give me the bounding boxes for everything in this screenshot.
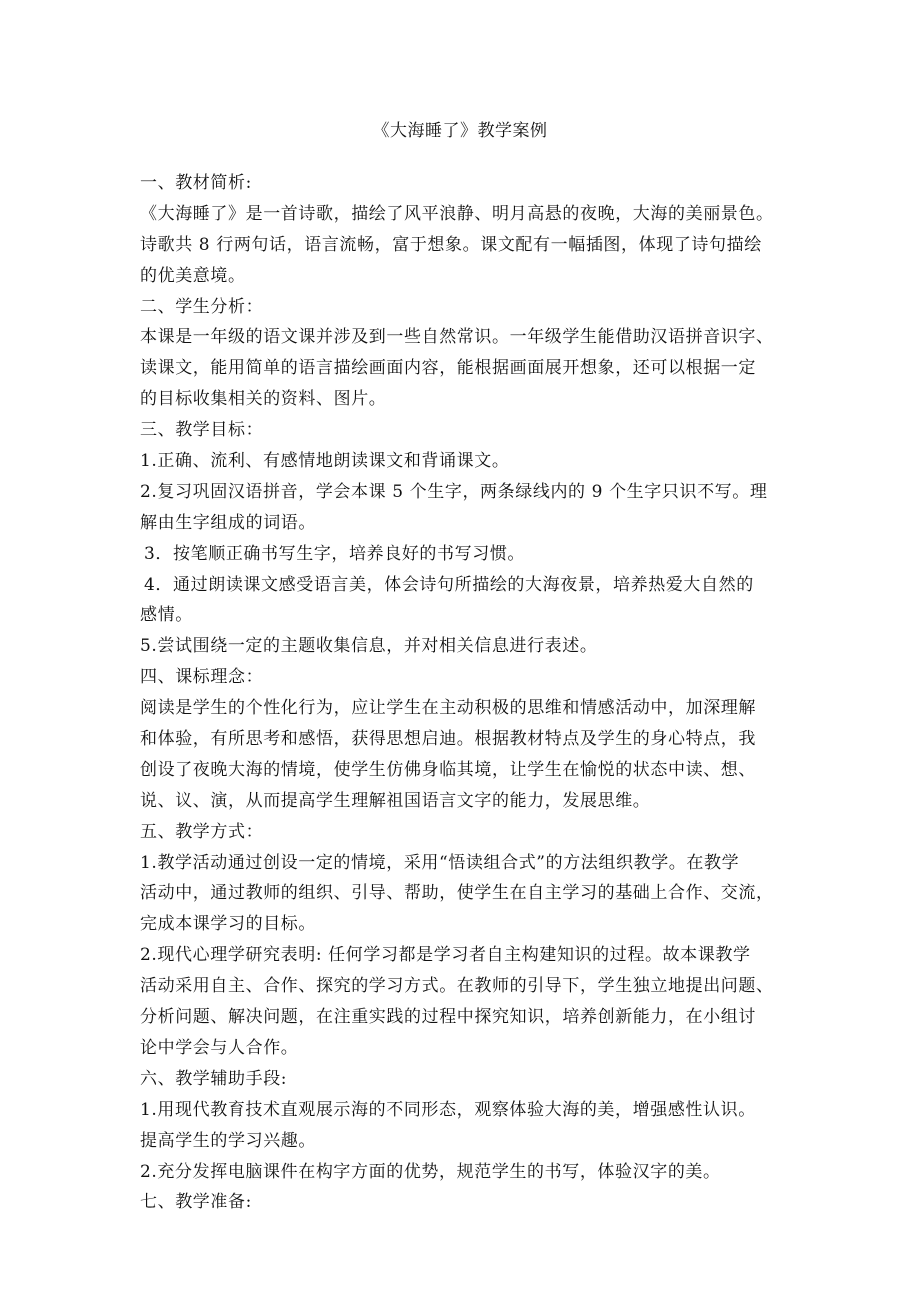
list-item: 1.用现代教育技术直观展示海的不同形态，观察体验大海的美，增强感性认识。 (140, 1099, 756, 1120)
paragraph-line: 说、议、演，从而提高学生理解祖国语言文字的能力，发展思维。 (140, 790, 651, 811)
list-item: 1.教学活动通过创设一定的情境，采用“悟读组合式”的方法组织教学。在教学 (140, 852, 740, 873)
list-item: 4．通过朗读课文感受语言美，体会诗句所描绘的大海夜景，培养热爱大自然的 (144, 574, 754, 595)
list-item: 感情。 (140, 605, 193, 626)
paragraph-line: 本课是一年级的语文课并涉及到一些自然常识。一年级学生能借助汉语拼音识字、 (140, 327, 774, 348)
section-heading-3: 三、教学目标： (140, 420, 264, 441)
paragraph-line: 的优美意境。 (140, 265, 246, 286)
paragraph-line: 《大海睡了》是一首诗歌，描绘了风平浪静、明月高悬的夜晚，大海的美丽景色。 (140, 203, 774, 224)
section-heading-1: 一、教材简析: (140, 173, 252, 193)
list-item: 活动采用自主、合作、探究的学习方式。在教师的引导下，学生独立地提出问题、 (140, 976, 774, 997)
list-item: 2.现代心理学研究表明: 任何学习都是学习者自主构建知识的过程。故本课教学 (140, 945, 751, 966)
paragraph-line: 和体验，有所思考和感悟，获得思想启迪。根据教材特点及学生的身心特点，我 (140, 729, 756, 750)
paragraph-line: 阅读是学生的个性化行为，应让学生在主动积极的思维和情感活动中，加深理解 (140, 698, 756, 719)
list-item: 2.充分发挥电脑课件在构字方面的优势，规范学生的书写，体验汉字的美。 (140, 1161, 721, 1182)
section-heading-4: 四、课标理念： (140, 667, 264, 688)
section-heading-2: 二、学生分析： (140, 296, 264, 317)
paragraph-line: 创设了夜晚大海的情境，使学生仿佛身临其境，让学生在愉悦的状态中读、想、 (140, 759, 756, 780)
list-item: 完成本课学习的目标。 (140, 914, 316, 935)
section-heading-6: 六、教学辅助手段: (140, 1068, 288, 1089)
section-heading-7: 七、教学准备: (140, 1192, 252, 1213)
list-item: 提高学生的学习兴趣。 (140, 1130, 316, 1151)
list-item: 分析问题、解决问题，在注重实践的过程中探究知识，培养创新能力，在小组讨 (140, 1007, 756, 1028)
section-heading-5: 五、教学方式： (140, 821, 264, 842)
document-title: 《大海睡了》教学案例 (372, 121, 548, 141)
list-item: 论中学会与人合作。 (140, 1037, 299, 1058)
list-item: 1.正确、流利、有感情地朗读课文和背诵课文。 (140, 451, 510, 472)
list-item: 活动中，通过教师的组织、引导、帮助，使学生在自主学习的基础上合作、交流， (140, 883, 774, 904)
paragraph-line: 读课文，能用简单的语言描绘画面内容，能根据画面展开想象，还可以根据一定 (140, 358, 756, 379)
list-item: 3．按笔顺正确书写生字，培养良好的书写习惯。 (144, 543, 526, 564)
list-item: 5.尝试围绕一定的主题收集信息，并对相关信息进行表述。 (140, 636, 598, 657)
list-item: 解由生字组成的词语。 (140, 512, 316, 533)
paragraph-line: 的目标收集相关的资料、图片。 (140, 389, 387, 410)
paragraph-line: 诗歌共 8 行两句话，语言流畅，富于想象。课文配有一幅插图，体现了诗句描绘 (140, 234, 762, 255)
list-item: 2.复习巩固汉语拼音，学会本课 5 个生字，两条绿线内的 9 个生字只识不写。理 (140, 481, 768, 502)
document-body (140, 168, 790, 1218)
